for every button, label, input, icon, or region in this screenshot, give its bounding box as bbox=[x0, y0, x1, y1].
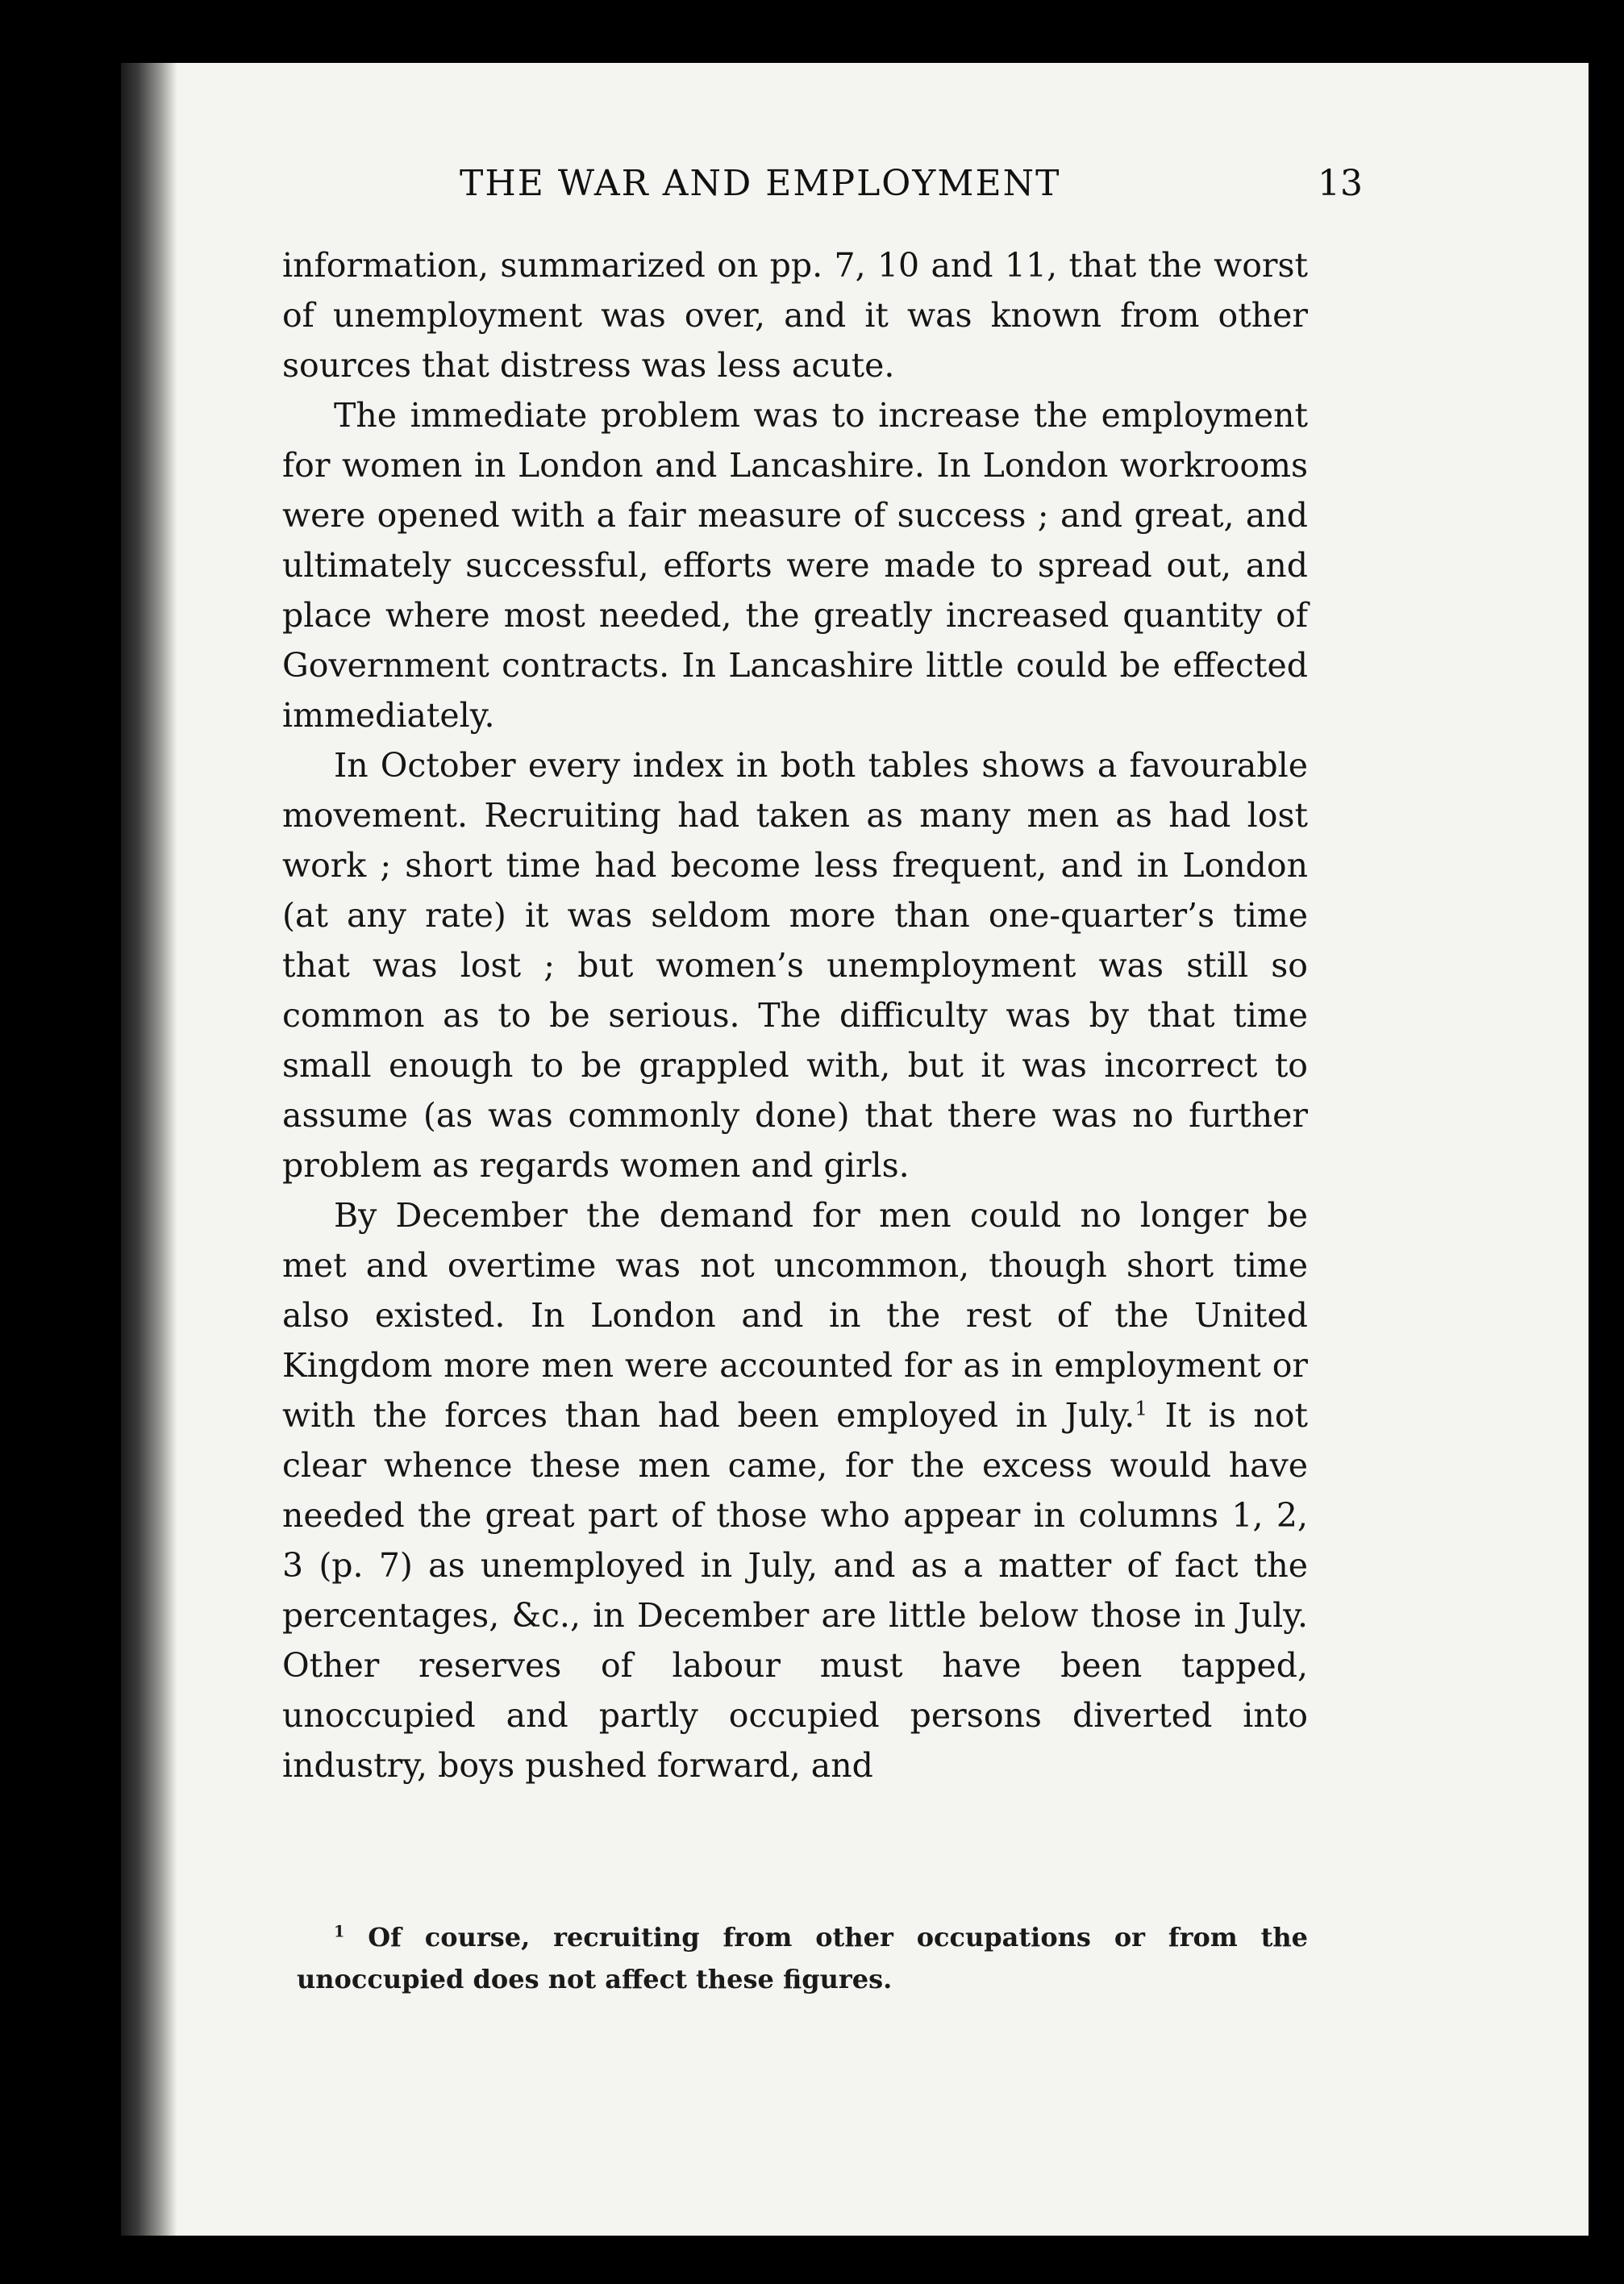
footnote-text: Of course, recruiting from other occupations or from the unoccupied does not affect these figures. bbox=[297, 1922, 1308, 1994]
paragraph-4 bbox=[282, 1190, 1308, 1790]
running-head bbox=[460, 163, 1363, 219]
footnote-marker: 1 bbox=[334, 1922, 345, 1941]
running-title: THE WAR AND EMPLOYMENT bbox=[460, 163, 1061, 204]
footnote bbox=[297, 1916, 1308, 2000]
page-number: 13 bbox=[1318, 163, 1363, 204]
paragraph-3: In October every index in both tables shows a favourable movement. Recruiting had taken as many men as had lost work ; short time had become less frequent, and in London (at any rate) it was seldom more than one-quarter’s time that was lost ; but women’s unemployment was still so common as to be serious. The difficulty was by that time small enough to be grappled with, but it was incorrect to assume (as was commonly done) that there was no further problem as regards women and girls. bbox=[282, 746, 1308, 1185]
footnote-reference: 1 bbox=[1135, 1396, 1147, 1420]
paragraph-1: information, summarized on pp. 7, 10 and 11, that the worst of unemployment was over, and it was known from other sources that distress was less acute. bbox=[282, 246, 1308, 385]
paragraph-2: The immediate problem was to increase the employment for women in London and Lancashire. In London workrooms were opened with a fair measure of success ; and great, and ultimately successful, efforts were made to spread out, and place where most needed, the greatly increased quantity of Government contracts. In Lancashire little could be effected immediately. bbox=[282, 396, 1308, 735]
gutter-shadow bbox=[121, 63, 177, 2236]
book-page bbox=[121, 63, 1589, 2236]
paragraph-4-part-1: By December the demand for men could no longer be met and overtime was not uncommon, though short time also existed. In London and in the rest of the United Kingdom more men were accounted for as in employment or with the forces than had been employed in July. bbox=[282, 1196, 1308, 1435]
paragraph-4-part-2: It is not clear whence these men came, for the excess would have needed the great part of those who appear in columns 1, 2, 3 (p. 7) as unemployed in July, and as a matter of fact the percentages, &c., in December are little below those in July. Other reserves of labour must have been tapped, unoccupied and partly occupied persons diverted into industry, boys pushed forward, and bbox=[282, 1396, 1308, 1785]
body-text bbox=[282, 240, 1308, 1790]
